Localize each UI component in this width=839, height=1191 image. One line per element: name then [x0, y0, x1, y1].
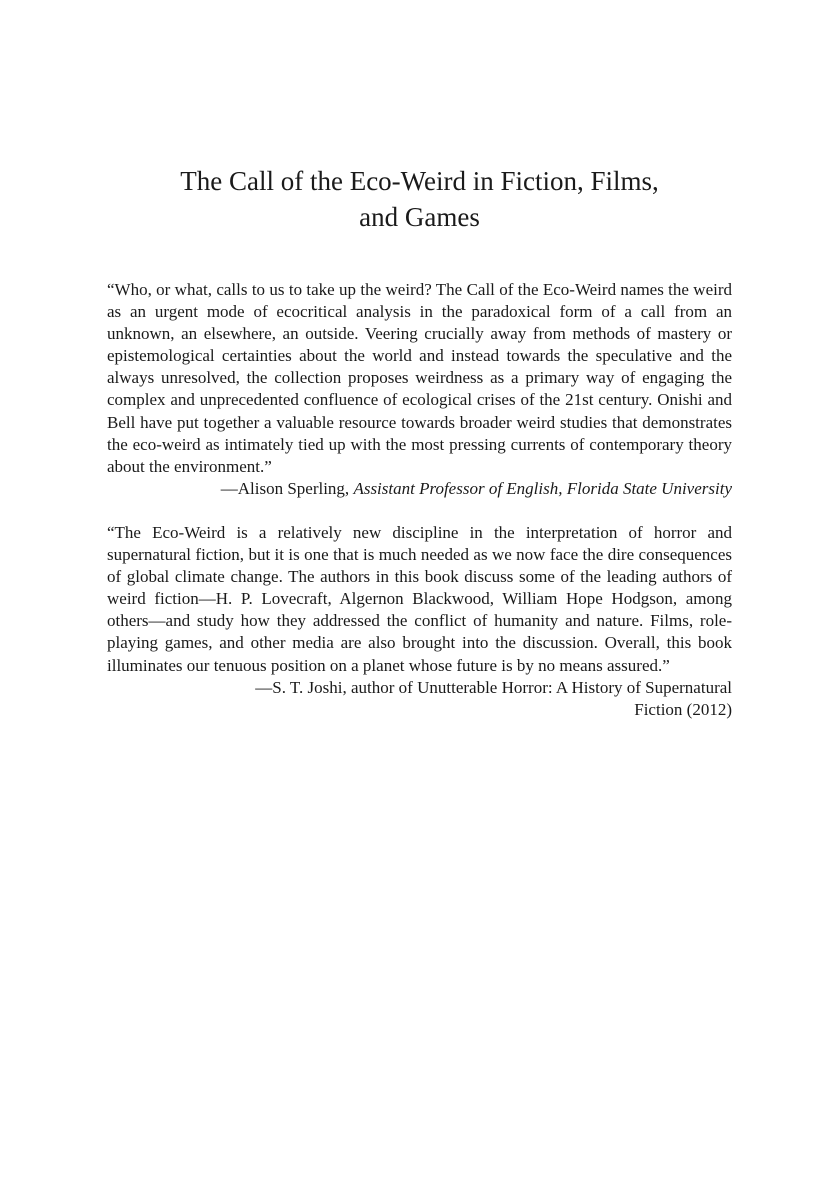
attribution-joshi-line-1: —S. T. Joshi, author of Unutterable Horror: A History of Supernatural — [255, 677, 732, 697]
title-line-1: The Call of the Eco-Weird in Fiction, Films, — [180, 166, 659, 196]
blurb-quote-joshi: “The Eco-Weird is a relatively new discipline in the interpretation of horror and supernatural fiction, but it is one that is much needed as we now face the dire consequences of global climate change. The authors in this book discuss some of the leading authors of weird fiction—H. P. Lovecraft, Algernon Blackwood, William Hope Hodgson, among others—and study how they addressed the conflict of humanity and nature. Films, role-playing games, and other media are also brought into the discussion. Overall, this book illuminates our tenuous position on a planet whose future is by no means assured.” — [107, 522, 732, 675]
page — [107, 163, 732, 721]
page-title — [107, 163, 732, 235]
title-line-2: and Games — [359, 202, 480, 232]
attribution-sperling — [107, 478, 732, 500]
attribution-joshi-line-2: Fiction (2012) — [634, 699, 732, 719]
attribution-name: —Alison Sperling, — [220, 478, 354, 498]
blurb-quote-sperling: “Who, or what, calls to us to take up the weird? The Call of the Eco-Weird names the weird as an urgent mode of ecocritical analysis in the paradoxical form of a call from an unknown, an elsewhere, an outside. Veering crucially away from methods of mastery or epistemological certainties about the world and instead towards the speculative and the always unresolved, the collection proposes weirdness as a primary way of engaging the complex and unprecedented confluence of ecological crises of the 21st century. Onishi and Bell have put together a valuable resource towards broader weird studies that demonstrates the eco-weird as intimately tied up with the most pressing currents of contemporary theory about the environment.” — [107, 280, 732, 476]
attribution-title: Assistant Professor of English, Florida State University — [353, 478, 732, 498]
